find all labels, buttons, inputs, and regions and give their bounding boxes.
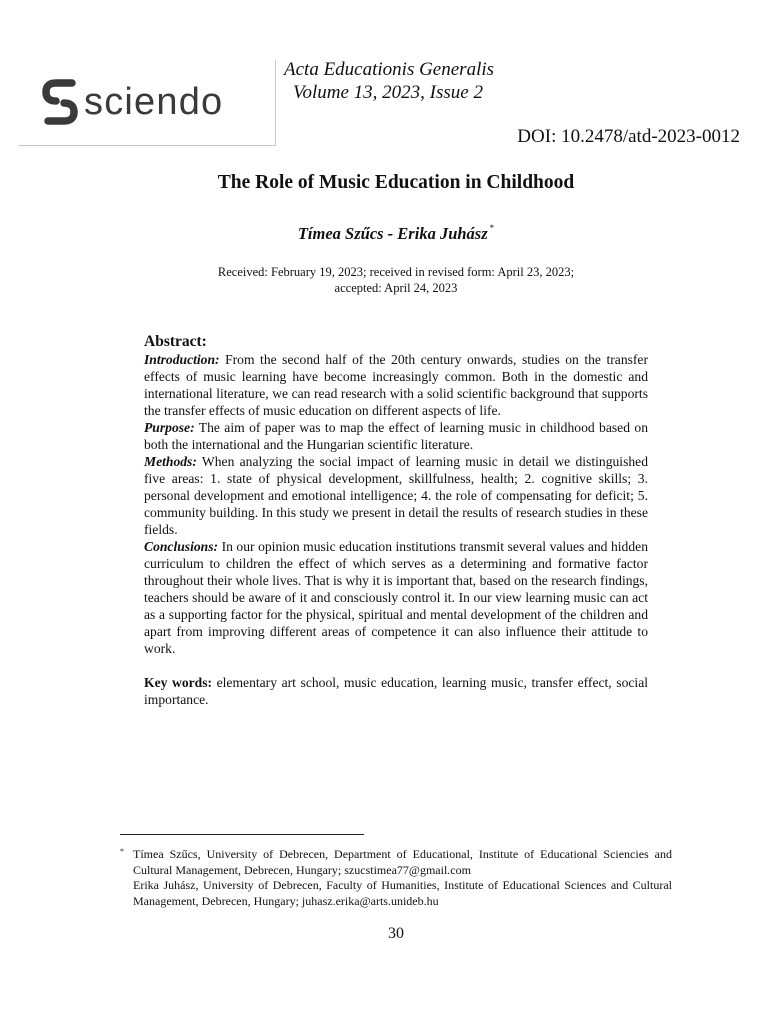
section-text: The aim of paper was to map the effect of learning music in childhood based on both the international and the Hungarian scientific literature. bbox=[144, 420, 648, 452]
author-names: Tímea Szűcs - Erika Juhász bbox=[297, 224, 488, 243]
footnote-rule bbox=[120, 834, 364, 835]
volume-line: Volume 13, 2023, Issue 2 bbox=[293, 82, 483, 103]
keywords-label: Key words: bbox=[144, 675, 213, 690]
abstract-purpose bbox=[144, 419, 648, 453]
header-divider-vertical bbox=[275, 60, 276, 146]
doi: DOI: 10.2478/atd-2023-0012 bbox=[517, 126, 740, 147]
footnote-author-2: Erika Juhász, University of Debrecen, Faculty of Humanities, Institute of Educational Sciences and Cultural Management, Debrecen, Hungary; juhasz.erika@arts.unideb.hu bbox=[133, 878, 672, 908]
section-text: From the second half of the 20th century onwards, studies on the transfer effects of music learning have become increasingly common. Both in the domestic and international literature, we can read research with a solid scientific background that supports the transfer effects of music education on different aspects of life. bbox=[144, 352, 648, 418]
dates-received: Received: February 19, 2023; received in revised form: April 23, 2023; bbox=[217, 265, 575, 279]
section-label: Conclusions: bbox=[144, 539, 219, 554]
journal-info bbox=[284, 58, 494, 104]
page-number: 30 bbox=[388, 925, 404, 942]
author-footnote-mark: * bbox=[489, 223, 495, 233]
keywords-text: elementary art school, music education, learning music, transfer effect, social importance. bbox=[144, 675, 649, 707]
sciendo-logo bbox=[42, 78, 223, 126]
abstract-heading: Abstract: bbox=[144, 333, 207, 350]
keywords bbox=[144, 674, 648, 708]
dates-accepted: accepted: April 24, 2023 bbox=[334, 281, 458, 295]
abstract-introduction bbox=[144, 351, 648, 419]
footnote-author-1: Tímea Szűcs, University of Debrecen, Department of Educational, Institute of Educational Sciencies and Cultural Management, Debrecen, Hungary; szucstimea77@gmail.com bbox=[133, 847, 672, 877]
article-dates bbox=[0, 264, 768, 296]
journal-name: Acta Educationis Generalis bbox=[284, 59, 495, 80]
abstract-conclusions bbox=[144, 538, 648, 657]
article-title: The Role of Music Education in Childhood bbox=[217, 172, 575, 193]
abstract bbox=[144, 333, 648, 708]
section-label: Purpose: bbox=[144, 420, 195, 435]
sciendo-s-icon bbox=[42, 79, 78, 125]
footnote-mark: * bbox=[120, 847, 124, 856]
section-text: When analyzing the social impact of learning music in detail we distinguished five areas: 1. state of physical development, skillfulness, health; 2. cognitive skills; 3. personal development and emotional intelligence; 4. the role of compensating for deficit; 5. community building. In this study we present in detail the results of research studies in these fields. bbox=[144, 454, 648, 537]
section-text: In our opinion music education institutions transmit several values and hidden curriculum to children the effect of which serves as a determining and formative factor throughout their whole lives. That is why it is important that, based on the research findings, teachers should be aware of it and consciously control it. In our view learning music can act as a supporting factor for the physical, spiritual and mental development of the children and apart from improving different areas of competence it can also influence their attitude to work. bbox=[144, 539, 648, 656]
logo-text: sciendo bbox=[84, 81, 224, 123]
section-label: Introduction: bbox=[144, 352, 220, 367]
header-divider-horizontal bbox=[18, 145, 276, 146]
section-label: Methods: bbox=[144, 454, 197, 469]
abstract-methods bbox=[144, 453, 648, 538]
article-authors bbox=[0, 223, 768, 244]
footnote bbox=[120, 847, 672, 909]
